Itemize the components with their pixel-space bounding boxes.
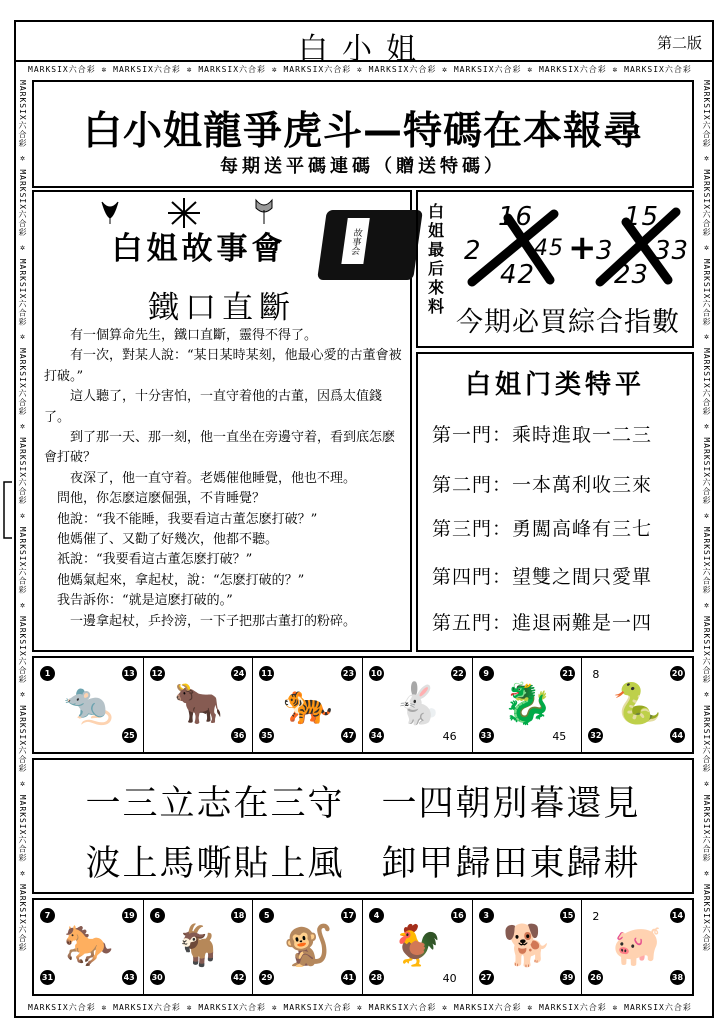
story-paragraph: 有一次，對某人說：“某日某時某刻，他最心愛的古董會被打破。” (44, 348, 402, 384)
story-paragraph: 問他，你怎麽這麽倔强，不肯睡覺？ (57, 491, 266, 507)
group1-bottom: 42 (500, 260, 536, 290)
number-ball: 3 (479, 908, 494, 923)
animal-cell (144, 900, 254, 994)
vertical-label-char: 姐 (427, 221, 444, 240)
number-ball: 26 (588, 970, 603, 985)
number-ball: 33 (479, 728, 494, 743)
animal-cell (253, 900, 363, 994)
story-paragraph: 祇說：“我要看這古董怎麽打破？” (57, 552, 253, 568)
number-ball: 34 (369, 728, 384, 743)
number-ball: 18 (231, 908, 246, 923)
compound-caption: 今期必買綜合指數 (456, 307, 680, 338)
number-ball: 39 (560, 970, 575, 985)
door-row-4: 第四門：望雙之間只愛單 (432, 566, 653, 588)
number-ball: 14 (670, 908, 685, 923)
number-ball: 12 (150, 666, 165, 681)
verse-line-1: 一三立志在三守 一四朝別暮還見 (85, 784, 641, 824)
door-text: 乘時進取一二三 (512, 424, 653, 446)
number-ball: 11 (259, 666, 274, 681)
doors-panel (416, 352, 694, 652)
number-ball: 32 (588, 728, 603, 743)
animals-bottom-row (32, 898, 694, 996)
animal-cell (582, 900, 692, 994)
animal-cell (144, 658, 254, 752)
page-bracket-icon (0, 480, 14, 540)
story-paragraph: 有一個算命先生，鐵口直斷，靈得不得了。 (70, 328, 318, 343)
group2-left: 3 (596, 236, 614, 266)
dog-icon: 🐕 (502, 923, 553, 969)
plain-number: 8 (592, 668, 600, 681)
number-ball: 29 (259, 970, 274, 985)
verse-panel (32, 758, 694, 894)
number-ball: 19 (122, 908, 137, 923)
number-ball: 20 (670, 666, 685, 681)
headline: 白小姐龍爭虎斗—特碼在本報尋 (82, 109, 643, 154)
verse-line-2: 波上馬嘶貼上風 卸甲歸田東歸耕 (85, 844, 641, 884)
plus-sign: + (568, 228, 598, 268)
ticker-bottom: MARKSIX六合彩 ✲ MARKSIX六合彩 ✲ MARKSIX六合彩 ✲ MARKSIX六合彩 ✲ MARKSIX六合彩 ✲ MARKSIX六合彩 ✲ MARKSIX六合彩 ✲ MARKSIX六合彩 (28, 1003, 692, 1012)
story-title: 鐵口直斷 (148, 290, 296, 326)
story-paragraph: 這人聽了，十分害怕，一直守着他的古董，因爲太值錢了。 (44, 389, 383, 425)
goat-icon: 🐐 (173, 923, 224, 969)
animal-cell (253, 658, 363, 752)
number-ball: 47 (341, 728, 356, 743)
group2-right: 33 (654, 236, 690, 266)
story-paragraph: 他說：“我不能睡，我要看這古董怎麽打破？” (57, 511, 318, 527)
ticker-right: MARKSIX六合彩 ✲ MARKSIX六合彩 ✲ MARKSIX六合彩 ✲ MARKSIX六合彩 ✲ MARKSIX六合彩 ✲ MARKSIX六合彩 ✲ MARKSIX六合彩 ✲ MARKSIX六合彩 ✲ MARKSIX六合彩 ✲ MARKSIX六合彩 (702, 80, 711, 952)
masthead (16, 22, 712, 67)
number-ball: 16 (451, 908, 466, 923)
group2-bottom: 23 (614, 260, 650, 290)
plain-number: 40 (442, 972, 457, 985)
group1-right: 45 (534, 236, 564, 261)
animal-cell (473, 658, 583, 752)
number-ball: 30 (150, 970, 165, 985)
door-text: 望雙之間只愛單 (512, 566, 653, 588)
story-paragraph: 我告訴你：“就是這麽打破的。” (57, 593, 233, 609)
door-text: 一本萬利收三來 (512, 474, 653, 496)
subline: 每期送平碼連碼（贈送特碼） (220, 156, 506, 177)
door-label: 第一門 (432, 424, 493, 446)
vertical-label-char: 最 (427, 240, 444, 259)
ox-icon: 🐂 (173, 681, 224, 727)
number-ball: 22 (451, 666, 466, 681)
door-label: 第四門 (432, 566, 493, 588)
story-paragraph: 到了那一天、那一刻，他一直坐在旁邊守着，看到底怎麽會打破？ (44, 430, 396, 466)
story-paragraph: 一邊拿起杖，乒拎滂，一下子把那古董打的粉碎。 (70, 613, 357, 629)
headline-banner (32, 80, 694, 188)
door-label: 第二門 (432, 474, 493, 496)
edition-label: 第二版 (656, 34, 702, 52)
door-label: 第五門 (432, 612, 493, 634)
number-ball: 27 (479, 970, 494, 985)
number-ball: 41 (341, 970, 356, 985)
pig-icon: 🐖 (612, 923, 663, 969)
animal-cell (473, 900, 583, 994)
book-icon (317, 210, 423, 280)
number-ball: 10 (369, 666, 384, 681)
vertical-label-char: 來 (427, 278, 444, 297)
number-ball: 21 (560, 666, 575, 681)
horse-icon: 🐎 (63, 923, 114, 969)
number-ball: 44 (670, 728, 685, 743)
door-row-3: 第三門：勇闖高峰有三七 (432, 518, 653, 540)
number-ball: 35 (259, 728, 274, 743)
group1-top: 16 (498, 202, 534, 232)
number-ball: 36 (231, 728, 246, 743)
number-ball: 15 (560, 908, 575, 923)
number-ball: 24 (231, 666, 246, 681)
compound-vertical-label (426, 202, 446, 316)
number-ball: 6 (150, 908, 165, 923)
number-ball: 23 (341, 666, 356, 681)
number-ball: 28 (369, 970, 384, 985)
story-logo: 白姐故事會 (111, 231, 287, 267)
number-ball: 9 (479, 666, 494, 681)
story-body (44, 326, 404, 632)
door-row-1: 第一門：乘時進取一二三 (432, 424, 653, 446)
vertical-label-char: 白 (427, 202, 444, 221)
animal-cell (34, 658, 144, 752)
door-row-5: 第五門：進退兩難是一四 (432, 612, 653, 634)
number-ball: 5 (259, 908, 274, 923)
plain-number: 45 (552, 730, 567, 743)
story-paragraph: 夜深了，他一直守着。老媽催他睡覺，他也不理。 (70, 470, 357, 486)
plain-number: 2 (592, 910, 600, 923)
animal-cell (363, 658, 473, 752)
animals-top-row (32, 656, 694, 754)
number-ball: 25 (122, 728, 137, 743)
number-ball: 1 (40, 666, 55, 681)
plain-number: 46 (442, 730, 457, 743)
rabbit-icon: 🐇 (392, 681, 443, 727)
masthead-title: 白小姐 (298, 32, 430, 67)
group2-top: 15 (624, 202, 660, 232)
number-ball: 17 (341, 908, 356, 923)
door-label: 第三門 (432, 518, 493, 540)
animal-cell (582, 658, 692, 752)
ticker-top: MARKSIX六合彩 ✲ MARKSIX六合彩 ✲ MARKSIX六合彩 ✲ MARKSIX六合彩 ✲ MARKSIX六合彩 ✲ MARKSIX六合彩 ✲ MARKSIX六合彩 ✲ MARKSIX六合彩 (28, 65, 692, 74)
rat-icon: 🐀 (63, 681, 114, 727)
door-text: 勇闖高峰有三七 (512, 518, 653, 540)
story-paragraph: 他媽氣起來，拿起杖，說：“怎麽打破的？” (57, 572, 305, 588)
tiger-icon: 🐅 (283, 681, 334, 727)
book-label: 故事会 (341, 218, 369, 264)
vertical-label-char: 后 (427, 259, 444, 278)
doors-title: 白姐门类特平 (464, 370, 645, 400)
door-row-2: 第二門：一本萬利收三來 (432, 474, 653, 496)
animal-cell (34, 900, 144, 994)
door-text: 進退兩難是一四 (512, 612, 653, 634)
number-ball: 7 (40, 908, 55, 923)
number-ball: 31 (40, 970, 55, 985)
vertical-label-char: 料 (427, 297, 444, 316)
rooster-icon: 🐓 (392, 923, 443, 969)
compound-panel (416, 190, 694, 348)
group1-left: 2 (464, 236, 482, 266)
number-ball: 38 (670, 970, 685, 985)
number-ball: 4 (369, 908, 384, 923)
number-ball: 13 (122, 666, 137, 681)
ticker-left: MARKSIX六合彩 ✲ MARKSIX六合彩 ✲ MARKSIX六合彩 ✲ MARKSIX六合彩 ✲ MARKSIX六合彩 ✲ MARKSIX六合彩 ✲ MARKSIX六合彩 ✲ MARKSIX六合彩 ✲ MARKSIX六合彩 ✲ MARKSIX六合彩 (18, 80, 27, 952)
number-ball: 43 (122, 970, 137, 985)
number-ball: 42 (231, 970, 246, 985)
dragon-icon: 🐉 (502, 681, 553, 727)
story-paragraph: 他媽催了、又勸了好幾次，他都不聽。 (57, 532, 279, 548)
monkey-icon: 🐒 (283, 923, 334, 969)
animal-cell (363, 900, 473, 994)
snake-icon: 🐍 (612, 681, 663, 727)
story-panel (32, 190, 412, 652)
